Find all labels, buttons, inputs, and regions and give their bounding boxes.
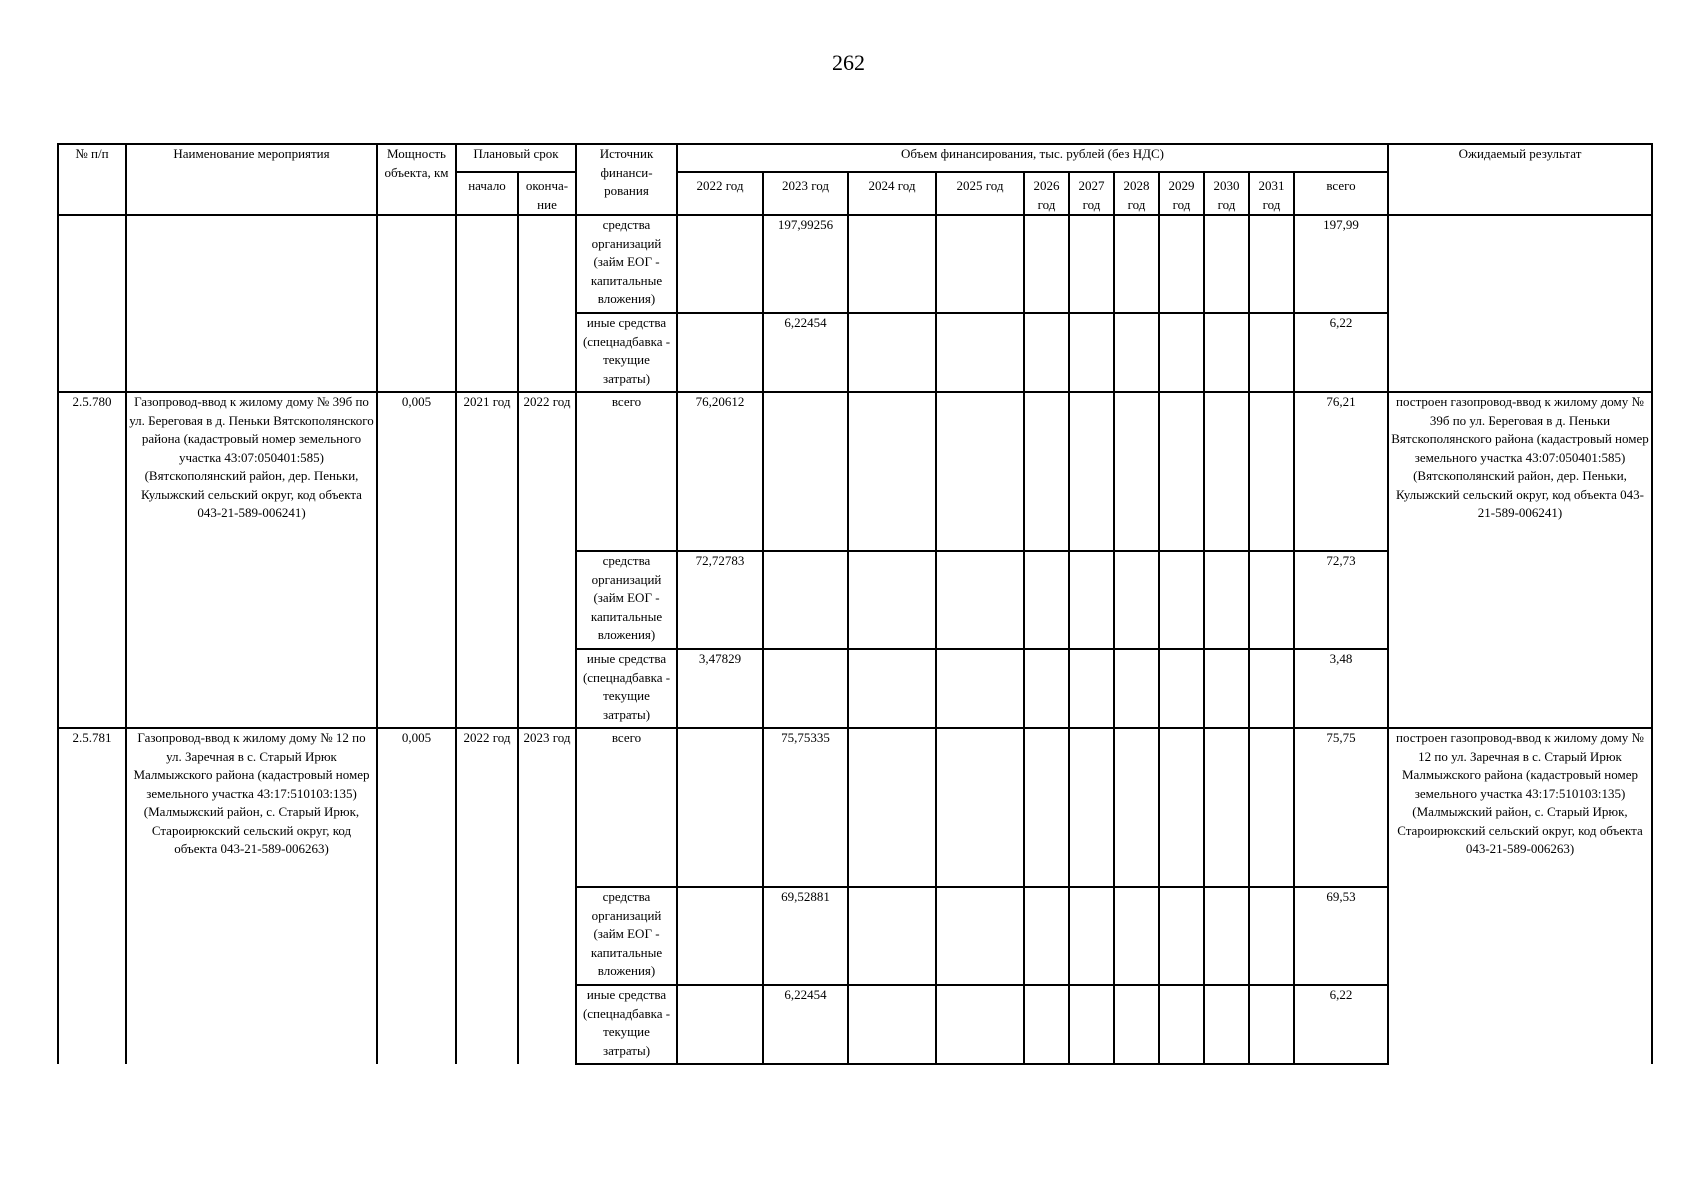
cont-end-cell — [518, 215, 576, 392]
value-total: 6,22 — [1294, 985, 1388, 1064]
header-year-2025: 2025 год — [936, 172, 1024, 215]
empty-year-cell — [1069, 728, 1114, 887]
empty-year-cell — [1114, 551, 1159, 649]
empty-year-cell — [1249, 313, 1294, 392]
empty-year-cell — [1204, 551, 1249, 649]
empty-year-cell — [1159, 985, 1204, 1064]
empty-year-cell — [1024, 887, 1069, 985]
empty-year-cell — [848, 985, 936, 1064]
item-name: Газопровод-ввод к жилому дому № 12 по ул. Заречная в с. Старый Ирюк Малмыжского района (кадастровый номер земельного участка 43:17:510103:135) (Малмыжский район, с. Старый Ирюк, Староирюкский сельский округ, код объекта 043-21-589-006263) — [126, 728, 377, 1064]
value-2023: 75,75335 — [763, 728, 848, 887]
empty-year-cell — [848, 392, 936, 551]
empty-year-cell — [1114, 728, 1159, 887]
item-start: 2021 год — [456, 392, 518, 728]
empty-year-cell — [1114, 215, 1159, 313]
empty-year-cell — [1114, 649, 1159, 728]
header-power: Мощность объекта, км — [377, 144, 456, 215]
source-cell: иные средства (спецнадбавка - текущие затраты) — [576, 985, 677, 1064]
value-total: 3,48 — [1294, 649, 1388, 728]
header-number: № п/п — [58, 144, 126, 215]
empty-year-cell — [936, 985, 1024, 1064]
value-2023: 6,22454 — [763, 985, 848, 1064]
empty-year-cell — [1204, 728, 1249, 887]
empty-year-cell — [1249, 985, 1294, 1064]
empty-year-cell — [1114, 392, 1159, 551]
empty-year-cell — [1159, 551, 1204, 649]
cont-name-cell — [126, 215, 377, 392]
empty-year-cell — [1204, 215, 1249, 313]
table-row — [58, 215, 1652, 313]
empty-year-cell — [1159, 392, 1204, 551]
empty-year-cell — [1204, 887, 1249, 985]
empty-year-cell — [1069, 215, 1114, 313]
empty-year-cell — [1069, 985, 1114, 1064]
value-2022 — [677, 215, 763, 313]
item-name: Газопровод-ввод к жилому дому № 39б по ул. Береговая в д. Пеньки Вятскополянского района (кадастровый номер земельного участка 43:07:050401:585) (Вятскополянский район, дер. Пеньки, Кулыжский сельский округ, код объекта 043-21-589-006241) — [126, 392, 377, 728]
item-result: построен газопровод-ввод к жилому дому № 39б по ул. Береговая в д. Пеньки Вятскополянского района (кадастровый номер земельного участка 43:07:050401:585) (Вятскополянский район, дер. Пеньки, Кулыжский сельский округ, код объекта 043-21-589-006241) — [1388, 392, 1652, 728]
empty-year-cell — [1249, 215, 1294, 313]
empty-year-cell — [1159, 887, 1204, 985]
item-power: 0,005 — [377, 728, 456, 1064]
table-row — [58, 392, 1652, 551]
empty-year-cell — [1249, 728, 1294, 887]
header-source: Источник финанси-рования — [576, 144, 677, 215]
empty-year-cell — [1069, 649, 1114, 728]
empty-year-cell — [936, 392, 1024, 551]
value-2023: 69,52881 — [763, 887, 848, 985]
source-cell: средства организаций (займ ЕОГ - капитальные вложения) — [576, 551, 677, 649]
empty-year-cell — [1204, 392, 1249, 551]
value-total: 75,75 — [1294, 728, 1388, 887]
page-number: 262 — [832, 50, 865, 75]
source-cell: всего — [576, 728, 677, 887]
header-row-1 — [58, 144, 1652, 172]
header-year-2029: 2029 год — [1159, 172, 1204, 215]
empty-year-cell — [848, 728, 936, 887]
cont-start-cell — [456, 215, 518, 392]
source-cell: всего — [576, 392, 677, 551]
empty-year-cell — [1204, 313, 1249, 392]
empty-year-cell — [1069, 887, 1114, 985]
header-start: начало — [456, 172, 518, 215]
value-2023: 6,22454 — [763, 313, 848, 392]
value-2023 — [763, 649, 848, 728]
header-result: Ожидаемый результат — [1388, 144, 1652, 215]
header-year-2026: 2026 год — [1024, 172, 1069, 215]
empty-year-cell — [1159, 313, 1204, 392]
empty-year-cell — [1024, 313, 1069, 392]
value-total: 69,53 — [1294, 887, 1388, 985]
header-year-2022: 2022 год — [677, 172, 763, 215]
value-2022 — [677, 728, 763, 887]
value-2022: 72,72783 — [677, 551, 763, 649]
empty-year-cell — [848, 887, 936, 985]
value-2022 — [677, 313, 763, 392]
empty-year-cell — [936, 649, 1024, 728]
header-year-2023: 2023 год — [763, 172, 848, 215]
empty-year-cell — [1069, 551, 1114, 649]
item-power: 0,005 — [377, 392, 456, 728]
source-cell: средства организаций (займ ЕОГ - капитальные вложения) — [576, 215, 677, 313]
item-number: 2.5.781 — [58, 728, 126, 1064]
item-end: 2023 год — [518, 728, 576, 1064]
value-total: 72,73 — [1294, 551, 1388, 649]
empty-year-cell — [1069, 392, 1114, 551]
empty-year-cell — [848, 313, 936, 392]
empty-year-cell — [936, 551, 1024, 649]
source-cell: иные средства (спецнадбавка - текущие затраты) — [576, 313, 677, 392]
header-year-2024: 2024 год — [848, 172, 936, 215]
empty-year-cell — [1024, 215, 1069, 313]
header-year-2028: 2028 год — [1114, 172, 1159, 215]
cont-power-cell — [377, 215, 456, 392]
empty-year-cell — [1204, 985, 1249, 1064]
cont-number-cell — [58, 215, 126, 392]
header-year-2031: 2031 год — [1249, 172, 1294, 215]
source-cell: средства организаций (займ ЕОГ - капитальные вложения) — [576, 887, 677, 985]
value-2023 — [763, 392, 848, 551]
item-start: 2022 год — [456, 728, 518, 1064]
header-term: Плановый срок — [456, 144, 576, 172]
empty-year-cell — [1249, 392, 1294, 551]
header-year-2030: 2030 год — [1204, 172, 1249, 215]
value-2023: 197,99256 — [763, 215, 848, 313]
header-year-2027: 2027 год — [1069, 172, 1114, 215]
item-number: 2.5.780 — [58, 392, 126, 728]
empty-year-cell — [1024, 551, 1069, 649]
empty-year-cell — [1024, 728, 1069, 887]
empty-year-cell — [936, 215, 1024, 313]
empty-year-cell — [1024, 392, 1069, 551]
source-cell: иные средства (спецнадбавка - текущие затраты) — [576, 649, 677, 728]
value-total: 6,22 — [1294, 313, 1388, 392]
empty-year-cell — [936, 728, 1024, 887]
item-end: 2022 год — [518, 392, 576, 728]
empty-year-cell — [1159, 728, 1204, 887]
empty-year-cell — [1114, 985, 1159, 1064]
empty-year-cell — [1249, 551, 1294, 649]
empty-year-cell — [936, 887, 1024, 985]
empty-year-cell — [936, 313, 1024, 392]
value-2023 — [763, 551, 848, 649]
value-2022 — [677, 887, 763, 985]
value-total: 76,21 — [1294, 392, 1388, 551]
value-2022: 3,47829 — [677, 649, 763, 728]
empty-year-cell — [1069, 313, 1114, 392]
header-name: Наименование мероприятия — [126, 144, 377, 215]
empty-year-cell — [1114, 313, 1159, 392]
empty-year-cell — [1159, 215, 1204, 313]
cont-result-cell — [1388, 215, 1652, 392]
value-total: 197,99 — [1294, 215, 1388, 313]
header-end: оконча-ние — [518, 172, 576, 215]
empty-year-cell — [1024, 985, 1069, 1064]
value-2022 — [677, 985, 763, 1064]
empty-year-cell — [1204, 649, 1249, 728]
header-total: всего — [1294, 172, 1388, 215]
empty-year-cell — [1024, 649, 1069, 728]
empty-year-cell — [848, 649, 936, 728]
header-volume: Объем финансирования, тыс. рублей (без НДС) — [677, 144, 1388, 172]
empty-year-cell — [848, 551, 936, 649]
financing-table — [57, 143, 1653, 1065]
table-row — [58, 728, 1652, 887]
empty-year-cell — [1249, 887, 1294, 985]
empty-year-cell — [1249, 649, 1294, 728]
empty-year-cell — [1114, 887, 1159, 985]
empty-year-cell — [848, 215, 936, 313]
value-2022: 76,20612 — [677, 392, 763, 551]
empty-year-cell — [1159, 649, 1204, 728]
item-result: построен газопровод-ввод к жилому дому № 12 по ул. Заречная в с. Старый Ирюк Малмыжского района (кадастровый номер земельного участка 43:17:510103:135) (Малмыжский район, с. Старый Ирюк, Староирюкский сельский округ, код объекта 043-21-589-006263) — [1388, 728, 1652, 1064]
